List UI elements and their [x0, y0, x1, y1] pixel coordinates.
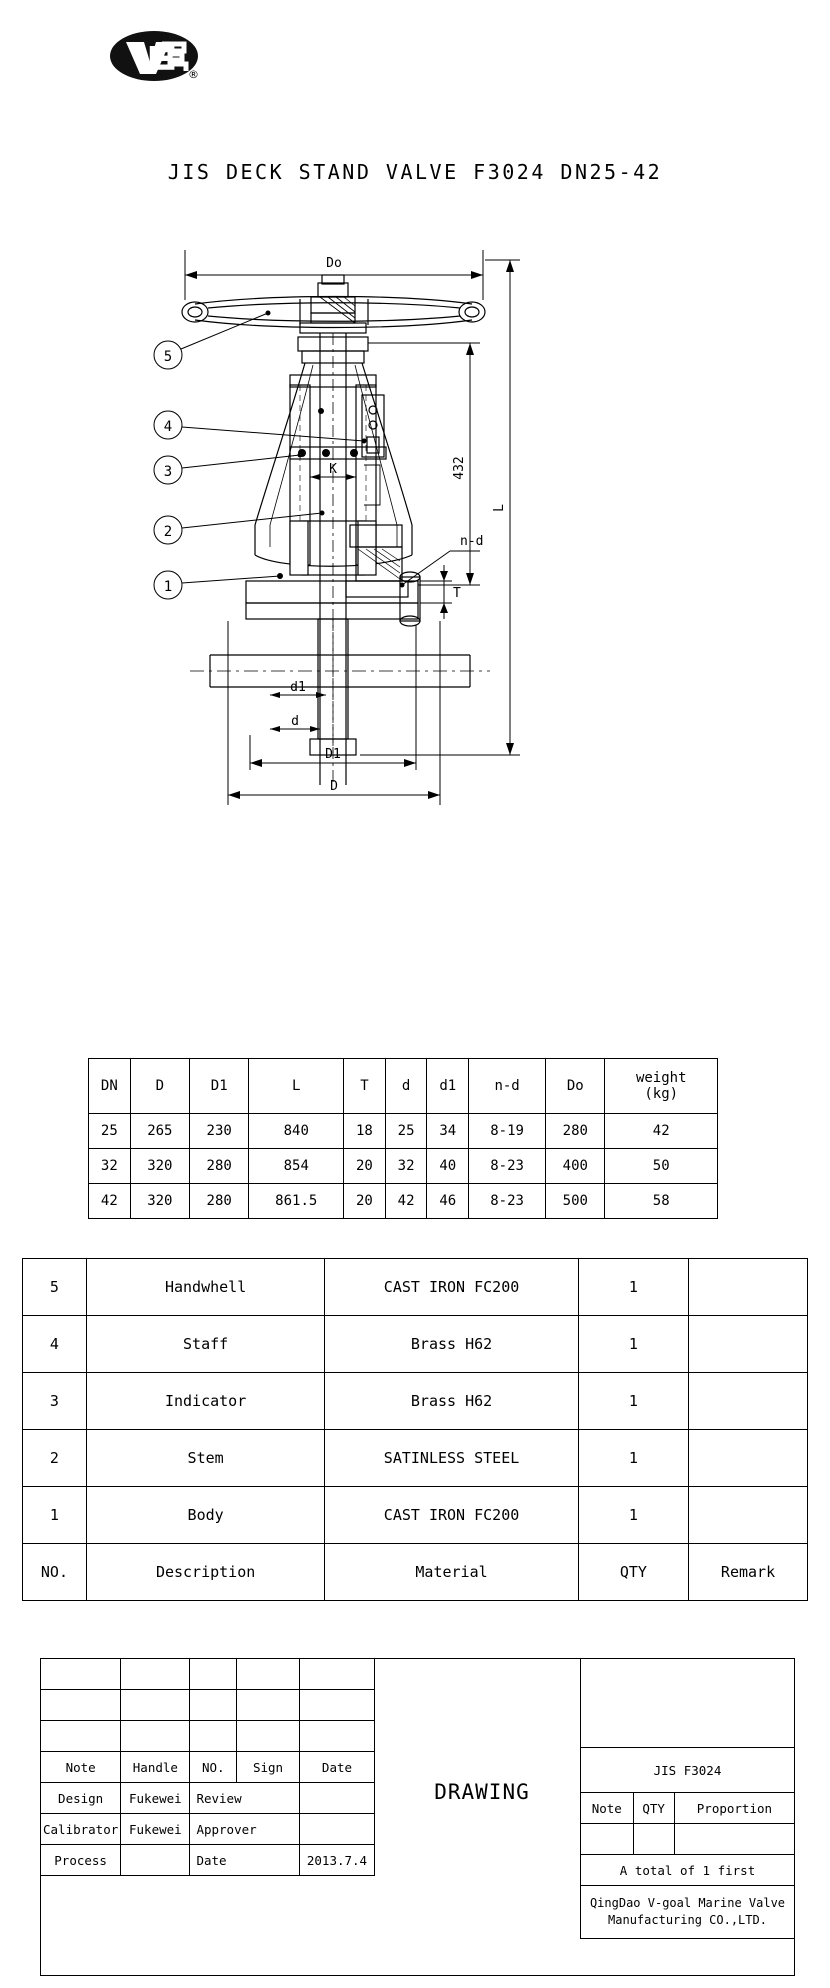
parts-row [23, 1487, 808, 1544]
dimension-T [420, 565, 461, 619]
part-description: Indicator [86, 1373, 324, 1430]
dimension-d [270, 714, 320, 732]
title-block-left [40, 1658, 375, 1876]
svg-text:4: 4 [163, 419, 173, 435]
registered-trademark-icon: ® [188, 68, 199, 81]
cell: 42 [89, 1184, 131, 1219]
cell: 500 [546, 1184, 605, 1219]
tb-right-val-note [581, 1824, 634, 1855]
cell: 280 [546, 1114, 605, 1149]
parts-footer-material: Material [325, 1544, 578, 1601]
col-do: Do [546, 1059, 605, 1114]
part-qty: 1 [578, 1487, 688, 1544]
company-line1: QingDao V-goal Marine Valve [589, 1895, 786, 1910]
indicator-assembly [290, 395, 386, 505]
tb-head-note: Note [41, 1752, 121, 1783]
total-sheets: A total of 1 first [581, 1855, 795, 1886]
svg-text:5: 5 [163, 349, 173, 365]
part-qty: 1 [578, 1259, 688, 1316]
cell: 50 [605, 1149, 718, 1184]
dimension-table [88, 1058, 718, 1219]
tb-right-val-qty [633, 1824, 674, 1855]
label-d: d [291, 714, 299, 729]
label-D: D [330, 779, 338, 794]
col-d1-small: d1 [427, 1059, 469, 1114]
parts-row [23, 1373, 808, 1430]
part-remark [689, 1259, 808, 1316]
cell: 280 [190, 1184, 249, 1219]
col-d: D [130, 1059, 189, 1114]
part-material: Brass H62 [325, 1373, 578, 1430]
part-description: Handwhell [86, 1259, 324, 1316]
part-no: 4 [23, 1316, 87, 1373]
tb-cell [190, 1659, 237, 1690]
cell: 280 [190, 1149, 249, 1184]
label-T: T [453, 586, 461, 601]
col-dn: DN [89, 1059, 131, 1114]
tb-cell [41, 1659, 121, 1690]
col-d1: D1 [190, 1059, 249, 1114]
cell: 320 [130, 1184, 189, 1219]
parts-row [23, 1259, 808, 1316]
tb-right-blank [581, 1659, 795, 1748]
cell: 58 [605, 1184, 718, 1219]
part-qty: 1 [578, 1430, 688, 1487]
cell: 46 [427, 1184, 469, 1219]
part-qty: 1 [578, 1373, 688, 1430]
tb-right-headers [581, 1793, 795, 1824]
part-description: Body [86, 1487, 324, 1544]
parts-footer-description: Description [86, 1544, 324, 1601]
tb-right-val-proportion [674, 1824, 794, 1855]
parts-footer-row [23, 1544, 808, 1601]
tb-cell [299, 1690, 374, 1721]
part-remark [689, 1487, 808, 1544]
stem-top-nut [300, 275, 366, 333]
label-K: K [329, 462, 337, 477]
tb-blank-row [41, 1721, 375, 1752]
part-remark [689, 1430, 808, 1487]
tb-cell [121, 1690, 190, 1721]
tb-cell [237, 1721, 300, 1752]
balloon-4 [154, 411, 367, 444]
tb-right-drawing-no [581, 1748, 795, 1793]
part-material: CAST IRON FC200 [325, 1487, 578, 1544]
svg-text:2: 2 [163, 524, 173, 540]
part-material: SATINLESS STEEL [325, 1430, 578, 1487]
table-row [89, 1114, 718, 1149]
tb-date-calibrator [299, 1814, 374, 1845]
label-D1: D1 [325, 747, 341, 762]
cell: 8-23 [469, 1184, 546, 1219]
cell: 230 [190, 1114, 249, 1149]
cell: 861.5 [249, 1184, 344, 1219]
cell: 25 [385, 1114, 427, 1149]
dimension-K [310, 462, 356, 480]
parts-footer-remark: Remark [689, 1544, 808, 1601]
tb-name-calibrator: Fukewei [121, 1814, 190, 1845]
tb-cell [121, 1721, 190, 1752]
label-d1: d1 [290, 680, 306, 695]
parts-footer-qty: QTY [578, 1544, 688, 1601]
col-l: L [249, 1059, 344, 1114]
tb-cell [190, 1690, 237, 1721]
tb-header-row [41, 1752, 375, 1783]
tb-right-head-qty: QTY [633, 1793, 674, 1824]
cell: 20 [344, 1149, 386, 1184]
tb-head-sign: Sign [237, 1752, 300, 1783]
company-logo [110, 28, 202, 88]
cell: 25 [89, 1114, 131, 1149]
cell: 8-19 [469, 1114, 546, 1149]
dimension-D [228, 621, 440, 805]
part-remark [689, 1316, 808, 1373]
col-weight [605, 1059, 718, 1114]
tb-cell [121, 1659, 190, 1690]
table-row [89, 1184, 718, 1219]
tb-cell [299, 1659, 374, 1690]
label-L: L [492, 504, 507, 512]
cell: 18 [344, 1114, 386, 1149]
col-d-small: d [385, 1059, 427, 1114]
table-row [89, 1149, 718, 1184]
tb-label-process: Process [41, 1845, 121, 1876]
part-remark [689, 1373, 808, 1430]
cell: 20 [344, 1184, 386, 1219]
tb-head-date: Date [299, 1752, 374, 1783]
tb-blank-row [41, 1690, 375, 1721]
tb-row-design [41, 1783, 375, 1814]
tb-right-head-proportion: Proportion [674, 1793, 794, 1824]
label-Do: Do [326, 256, 342, 271]
tb-row-calibrator [41, 1814, 375, 1845]
balloon-5 [154, 311, 271, 370]
part-description: Stem [86, 1430, 324, 1487]
tb-date-process: 2013.7.4 [299, 1845, 374, 1876]
col-t: T [344, 1059, 386, 1114]
cell: 34 [427, 1114, 469, 1149]
svg-text:3: 3 [163, 464, 173, 480]
cell: 265 [130, 1114, 189, 1149]
col-n-d: n-d [469, 1059, 546, 1114]
parts-footer-no: NO. [23, 1544, 87, 1601]
tb-cell [581, 1659, 795, 1748]
cell: 8-23 [469, 1149, 546, 1184]
tb-right-values [581, 1824, 795, 1855]
tb-role-date: Date [190, 1845, 300, 1876]
cell: 32 [385, 1149, 427, 1184]
page-title: JIS DECK STAND VALVE F3024 DN25-42 [167, 160, 663, 184]
tb-role-approver: Approver [190, 1814, 300, 1845]
cell: 854 [249, 1149, 344, 1184]
tb-cell [237, 1659, 300, 1690]
drawing-number: JIS F3024 [581, 1748, 795, 1793]
tb-cell [190, 1721, 237, 1752]
table-header-row [89, 1059, 718, 1114]
tb-head-handle: Handle [121, 1752, 190, 1783]
tb-name-process [121, 1845, 190, 1876]
parts-row [23, 1316, 808, 1373]
part-no: 2 [23, 1430, 87, 1487]
cell: 400 [546, 1149, 605, 1184]
tb-label-calibrator: Calibrator [41, 1814, 121, 1845]
company-name [581, 1886, 795, 1939]
tb-role-review: Review [190, 1783, 300, 1814]
tb-row-process [41, 1845, 375, 1876]
tb-right-head-note: Note [581, 1793, 634, 1824]
tb-name-design: Fukewei [121, 1783, 190, 1814]
label-n-d: n-d [460, 534, 484, 549]
label-432: 432 [452, 456, 467, 480]
col-weight-line2: (kg) [644, 1086, 679, 1102]
part-no: 3 [23, 1373, 87, 1430]
parts-row [23, 1430, 808, 1487]
balloon-1 [154, 571, 283, 599]
valve-technical-drawing [150, 225, 690, 1025]
part-no: 5 [23, 1259, 87, 1316]
deck-stand-body [255, 337, 412, 566]
part-material: Brass H62 [325, 1316, 578, 1373]
tb-label-design: Design [41, 1783, 121, 1814]
balloon-3 [154, 453, 303, 485]
title-block-right [580, 1658, 795, 1939]
parts-list-table [22, 1258, 808, 1601]
tb-right-company [581, 1886, 795, 1939]
tb-head-no: NO. [190, 1752, 237, 1783]
drawing-label: DRAWING [434, 1780, 530, 1804]
svg-text:1: 1 [163, 579, 173, 595]
cell: 42 [605, 1114, 718, 1149]
tb-cell [299, 1721, 374, 1752]
tb-right-total [581, 1855, 795, 1886]
tb-blank-row [41, 1659, 375, 1690]
cell: 840 [249, 1114, 344, 1149]
tb-date-design [299, 1783, 374, 1814]
tb-cell [237, 1690, 300, 1721]
cell: 320 [130, 1149, 189, 1184]
cell: 42 [385, 1184, 427, 1219]
company-line2: Manufacturing CO.,LTD. [608, 1913, 767, 1927]
title-block [40, 1658, 795, 1976]
tb-cell [41, 1721, 121, 1752]
part-no: 1 [23, 1487, 87, 1544]
tb-cell [41, 1690, 121, 1721]
col-weight-line1: weight [635, 1069, 687, 1086]
part-material: CAST IRON FC200 [325, 1259, 578, 1316]
cell: 40 [427, 1149, 469, 1184]
part-qty: 1 [578, 1316, 688, 1373]
part-description: Staff [86, 1316, 324, 1373]
cell: 32 [89, 1149, 131, 1184]
pipe-section [190, 655, 490, 687]
